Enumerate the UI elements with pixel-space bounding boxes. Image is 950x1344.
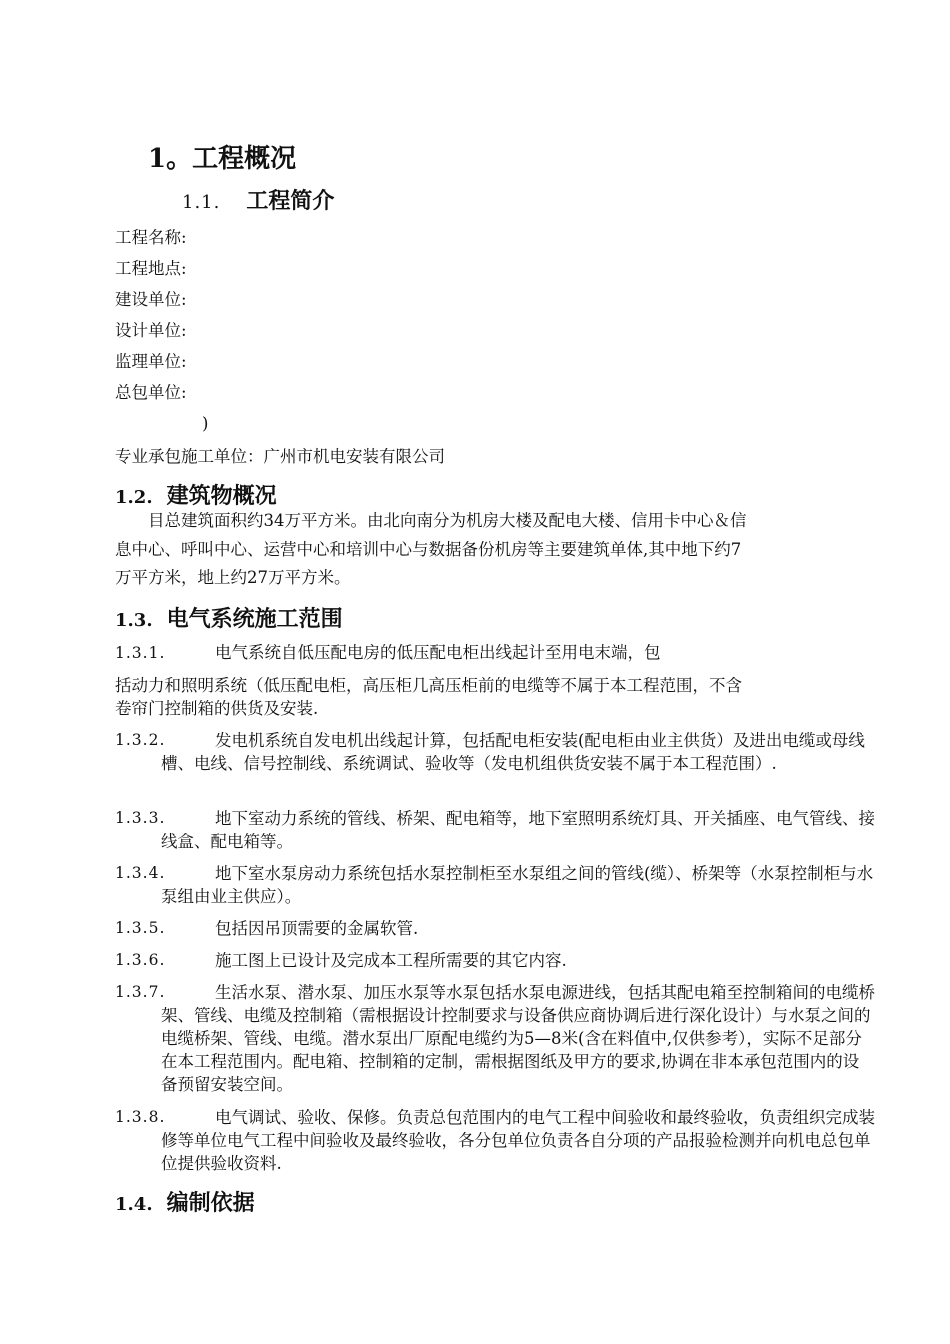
item-1-3-7-number: 1.3.7. [115, 983, 166, 1001]
heading-1-1-number: 1.1. [182, 192, 221, 213]
building-overview-line-1: 目总建筑面积约34万平方米。由北向南分为机房大楼及配电大楼、信用卡中心＆信 [148, 511, 747, 530]
item-1-3-8 [115, 1106, 875, 1176]
heading-1-2-title: 建筑物概况 [166, 484, 277, 509]
item-1-3-3 [115, 807, 875, 853]
item-1-3-5-number: 1.3.5. [115, 919, 166, 937]
item-1-3-8-number: 1.3.8. [115, 1108, 166, 1126]
item-1-3-6 [115, 949, 875, 972]
field-project-name: 工程名称: [115, 228, 187, 247]
heading-1-2 [115, 479, 277, 510]
item-1-3-4 [115, 862, 875, 908]
heading-1-4-number: 1.4. [115, 1194, 153, 1215]
item-1-3-3-text: 地下室动力系统的管线、桥架、配电箱等，地下室照明系统灯具、开关插座、电气管线、接线盒、配电箱等。 [161, 809, 875, 851]
item-1-3-4-text: 地下室水泵房动力系统包括水泵控制柜至水泵组之间的管线(缆）、桥架等（水泵控制柜与水泵组由业主供应）。 [161, 864, 874, 906]
item-1-3-4-number: 1.3.4. [115, 864, 166, 882]
heading-1-3-title: 电气系统施工范围 [166, 607, 343, 632]
item-1-3-2-number: 1.3.2. [115, 731, 166, 749]
field-supervisor: 监理单位: [115, 352, 187, 371]
item-1-3-2 [115, 729, 875, 799]
heading-1-3-number: 1.3. [115, 610, 153, 631]
heading-1-4-title: 编制依据 [166, 1191, 255, 1216]
heading-1-1 [182, 184, 334, 215]
heading-1-3 [115, 602, 343, 633]
field-specialty-contractor: 专业承包施工单位：广州市机电安装有限公司 [115, 447, 445, 466]
closing-paren: ) [202, 414, 209, 433]
heading-1-title: 工程概况 [192, 144, 297, 174]
item-1-3-2-text: 发电机系统自发电机出线起计算，包括配电柜安装(配电柜由业主供货）及进出电缆或母线槽、电线、信号控制线、系统调试、验收等（发电机组供货安装不属于本工程范围）. [161, 731, 865, 773]
heading-1 [148, 138, 296, 175]
item-1-3-1-number: 1.3.1. [115, 644, 166, 662]
item-1-3-7 [115, 981, 875, 1121]
field-general-contractor: 总包单位: [115, 383, 187, 402]
heading-1-number: 1。 [148, 144, 193, 174]
field-project-location: 工程地点: [115, 259, 187, 278]
item-1-3-7-text: 生活水泵、潜水泵、加压水泵等水泵包括水泵电源进线，包括其配电箱至控制箱间的电缆桥架、管线、电缆及控制箱（需根据设计控制要求与设备供应商协调后进行深化设计）与水泵之间的电缆桥架、管线、电缆。潜水泵出厂原配电缆约为5—8米(含在料值中,仅供参考），实际不足部分在本工程范围内。配电箱、控制箱的定制，需根据图纸及甲方的要求,协调在非本承包范围内的设备预留安装空间。 [161, 983, 875, 1094]
heading-1-1-title: 工程简介 [246, 189, 335, 214]
item-1-3-6-number: 1.3.6. [115, 951, 166, 969]
item-1-3-1-line-1: 电气系统自低压配电房的低压配电柜出线起计至用电末端，包 [215, 643, 661, 662]
building-overview-line-3: 万平方米，地上约27万平方米。 [115, 568, 351, 587]
item-1-3-8-text: 电气调试、验收、保修。负责总包范围内的电气工程中间验收和最终验收，负责组织完成装修等单位电气工程中间验收及最终验收，各分包单位负责各自分项的产品报验检测并向机电总包单位提供验收资料. [161, 1108, 875, 1173]
item-1-3-3-number: 1.3.3. [115, 809, 166, 827]
item-1-3-1-line-3: 卷帘门控制箱的供货及安装. [115, 699, 319, 718]
item-1-3-5-text: 包括因吊顶需要的金属软管. [215, 919, 419, 938]
item-1-3-6-text: 施工图上已设计及完成本工程所需要的其它内容. [215, 951, 567, 970]
item-1-3-1-line-2: 括动力和照明系统（低压配电柜，高压柜几高压柜前的电缆等不属于本工程范围，不含 [115, 676, 742, 695]
heading-1-2-number: 1.2. [115, 487, 153, 508]
building-overview-line-2: 息中心、呼叫中心、运营中心和培训中心与数据备份机房等主要建筑单体,其中地下约7 [115, 540, 742, 559]
item-1-3-5 [115, 917, 875, 940]
heading-1-4 [115, 1186, 255, 1217]
field-owner: 建设单位: [115, 290, 187, 309]
field-designer: 设计单位: [115, 321, 187, 340]
